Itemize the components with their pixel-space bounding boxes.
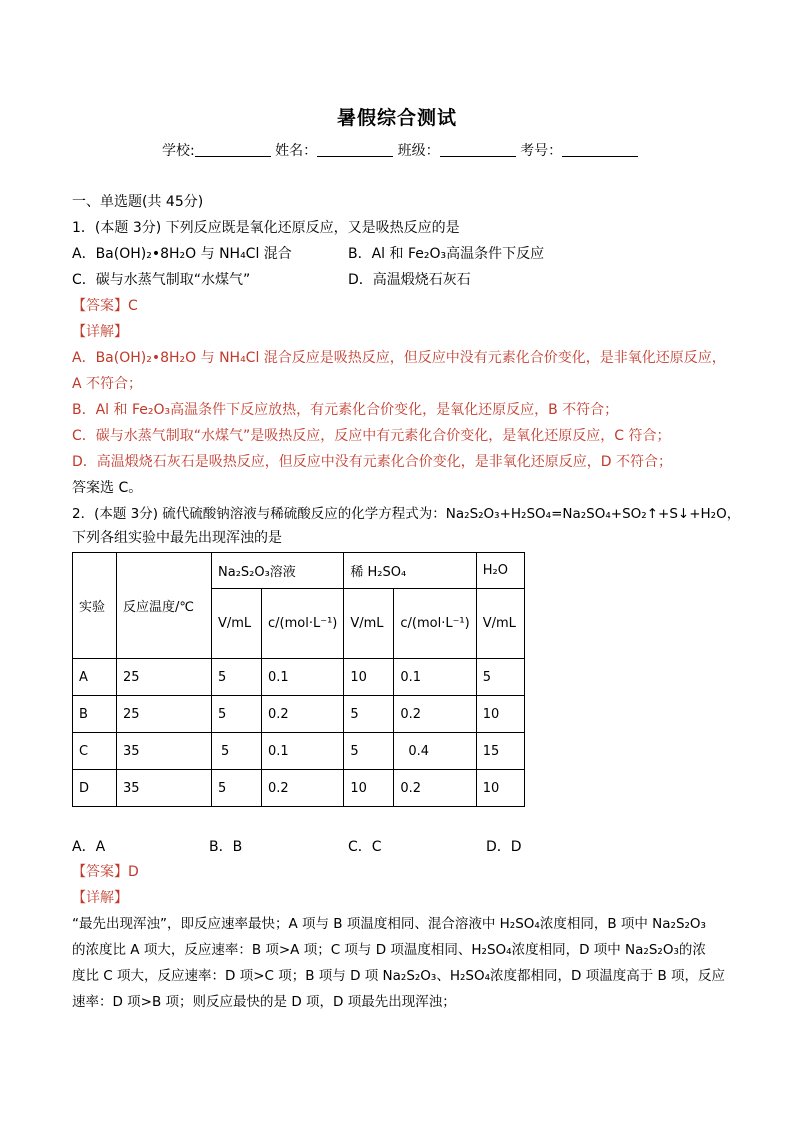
- experiment-table: [72, 552, 525, 807]
- class-blank[interactable]: [440, 142, 516, 157]
- table-cell: 0.2: [262, 770, 344, 807]
- header-h2so4: 稀 H₂SO₄: [344, 553, 476, 589]
- q1-detail-label: 【详解】: [72, 324, 128, 340]
- table-cell: 0.2: [394, 770, 476, 807]
- q1-explain-line: A 不符合；: [72, 376, 143, 392]
- number-blank[interactable]: [562, 142, 638, 157]
- sub-header-concentration: c/(mol·L⁻¹): [394, 589, 476, 659]
- name-blank[interactable]: [317, 142, 393, 157]
- sub-header-concentration: c/(mol·L⁻¹): [262, 589, 344, 659]
- header-na2s2o3: Na₂S₂O₃溶液: [212, 553, 344, 589]
- student-info-line: [162, 140, 638, 160]
- table-cell: A: [73, 659, 117, 696]
- school-label: 学校:: [162, 143, 195, 159]
- header-h2o: H₂O: [476, 553, 524, 589]
- q2-option-a: A．A: [72, 839, 106, 855]
- q1-explain-line: C．碳与水蒸气制取“水煤气”是吸热反应，反应中有元素化合价变化，是氧化还原反应，C 符合；: [72, 428, 671, 444]
- q2-option-d: D．D: [486, 839, 522, 855]
- table-cell: C: [73, 733, 117, 770]
- table-row: [73, 696, 525, 733]
- table-cell: 0.2: [262, 696, 344, 733]
- table-row: [73, 770, 525, 807]
- table-cell: 5: [476, 659, 524, 696]
- q1-option-b: B．Al 和 Fe₂O₃高温条件下反应: [348, 246, 545, 262]
- q1-option-c: C．碳与水蒸气制取“水煤气”: [72, 272, 251, 288]
- school-blank[interactable]: [195, 142, 271, 157]
- q2-option-c: C．C: [348, 839, 382, 855]
- name-label: 姓名：: [275, 143, 318, 159]
- table-cell: D: [73, 770, 117, 807]
- table-cell: 15: [476, 733, 524, 770]
- table-cell: 0.1: [262, 659, 344, 696]
- table-cell: 5: [212, 770, 262, 807]
- table-cell: 35: [117, 733, 212, 770]
- section-heading: 一、单选题(共 45分): [72, 194, 204, 210]
- sub-header-volume: V/mL: [344, 589, 394, 659]
- sub-header-volume: V/mL: [212, 589, 262, 659]
- q2-stem: 2．(本题 3分) 硫代硫酸钠溶液与稀硫酸反应的化学方程式为：Na₂S₂O₃+H₂SO₄=Na₂SO₄+SO₂↑+S↓+H₂O，: [72, 506, 741, 522]
- q2-explain-line: 速率：D 项>B 项；则反应最快的是 D 项，D 项最先出现浑浊；: [72, 994, 456, 1010]
- table-cell: 0.1: [262, 733, 344, 770]
- q2-explain-line: 度比 C 项大，反应速率：D 项>C 项；B 项与 D 项 Na₂S₂O₃、H₂SO₄浓度都相同，D 项温度高于 B 项，反应: [72, 968, 726, 984]
- q1-stem: 1．(本题 3分) 下列反应既是氧化还原反应，又是吸热反应的是: [72, 220, 460, 236]
- table-cell: 5: [212, 733, 262, 770]
- q1-option-d: D．高温煅烧石灰石: [348, 272, 471, 288]
- table-cell: B: [73, 696, 117, 733]
- q1-option-a: A．Ba(OH)₂•8H₂O 与 NH₄Cl 混合: [72, 246, 292, 262]
- table-cell: 10: [344, 770, 394, 807]
- q2-detail-label: 【详解】: [72, 890, 128, 906]
- q1-answer: 【答案】C: [72, 298, 138, 314]
- table-cell: 5: [212, 696, 262, 733]
- table-cell: 35: [117, 770, 212, 807]
- table-row: [73, 659, 525, 696]
- q1-conclusion: 答案选 C。: [72, 480, 143, 496]
- q1-explain-line: B．Al 和 Fe₂O₃高温条件下反应放热，有元素化合价变化，是氧化还原反应，B 不符合；: [72, 402, 619, 418]
- q2-explain-line: 的浓度比 A 项大，反应速率：B 项>A 项；C 项与 D 项温度相同、H₂SO₄浓度相同，D 项中 Na₂S₂O₃的浓: [72, 942, 706, 958]
- q1-explain-line: D．高温煅烧石灰石是吸热反应，但反应中没有元素化合价变化，是非氧化还原反应，D 不符合；: [72, 454, 673, 470]
- table-cell: 25: [117, 696, 212, 733]
- q2-option-b: B．B: [209, 839, 243, 855]
- table-cell: 10: [476, 770, 524, 807]
- q1-explain-line: A．Ba(OH)₂•8H₂O 与 NH₄Cl 混合反应是吸热反应，但反应中没有元素化合价变化，是非氧化还原反应，: [72, 350, 726, 366]
- table-cell: 5: [344, 696, 394, 733]
- table-cell: 5: [212, 659, 262, 696]
- sub-header-volume: V/mL: [476, 589, 524, 659]
- q2-explain-line: “最先出现浑浊”，即反应速率最快；A 项与 B 项温度相同、混合溶液中 H₂SO₄浓度相同，B 项中 Na₂S₂O₃: [72, 916, 706, 932]
- header-experiment: 实验: [73, 553, 117, 659]
- table-cell: 10: [344, 659, 394, 696]
- q2-stem-continued: 下列各组实验中最先出现浑浊的是: [72, 530, 282, 546]
- table-cell: 0.1: [394, 659, 476, 696]
- page-title: 暑假综合测试: [336, 107, 457, 129]
- table-cell: 0.4: [394, 733, 476, 770]
- table-cell: 0.2: [394, 696, 476, 733]
- class-label: 班级：: [397, 143, 440, 159]
- table-cell: 10: [476, 696, 524, 733]
- table-cell: 25: [117, 659, 212, 696]
- header-temperature: 反应温度/℃: [117, 553, 212, 659]
- number-label: 考号：: [520, 143, 563, 159]
- table-row: [73, 733, 525, 770]
- table-cell: 5: [344, 733, 394, 770]
- q2-answer: 【答案】D: [72, 864, 139, 880]
